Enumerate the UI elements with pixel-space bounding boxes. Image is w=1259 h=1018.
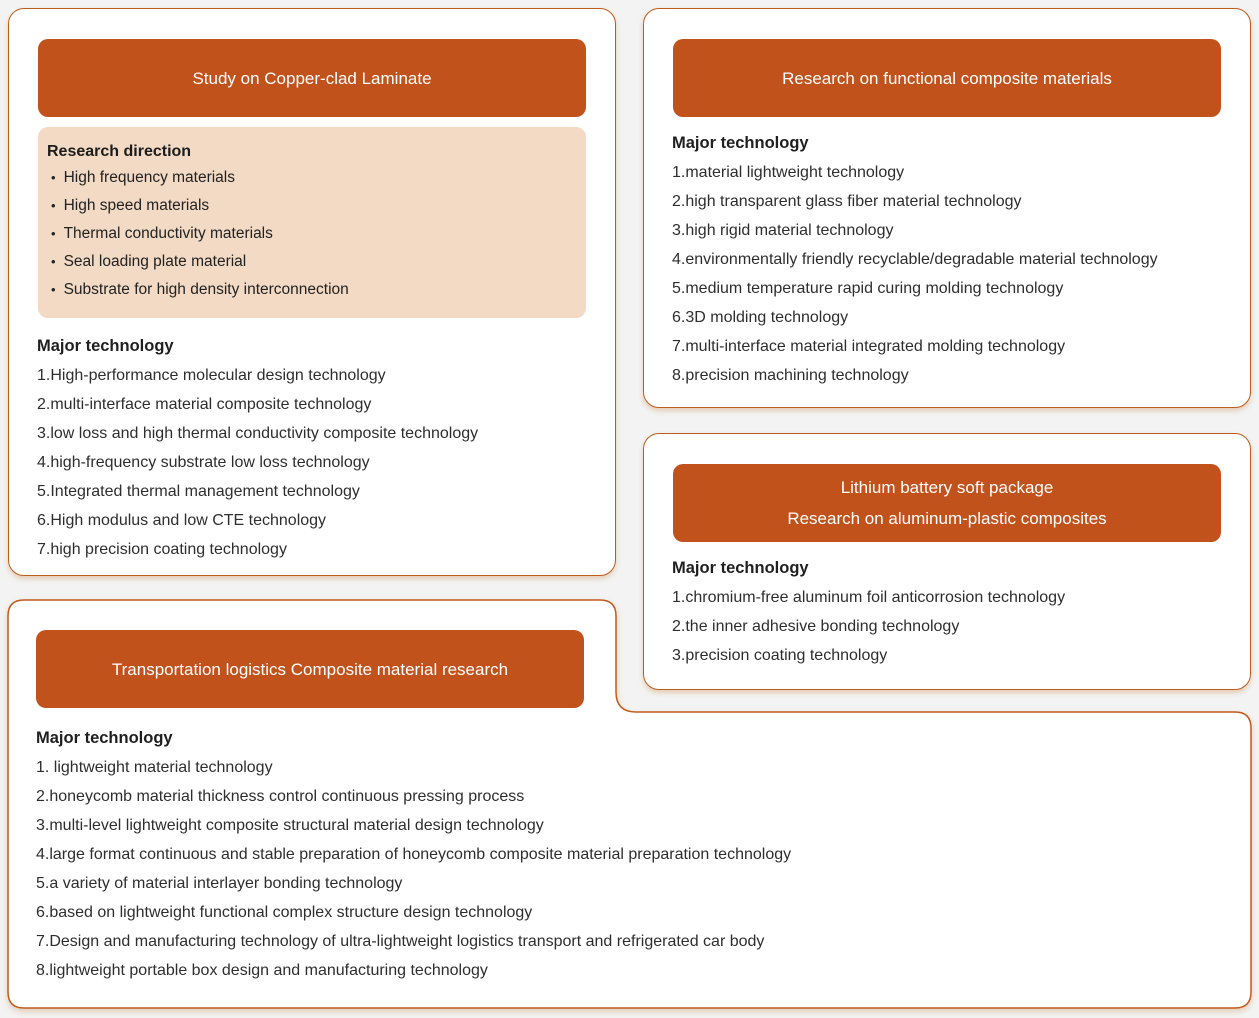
technology-item: 2.honeycomb material thickness control continuous pressing process — [36, 788, 525, 805]
major-technology-heading: Major technology — [672, 134, 809, 152]
panel-title-line1: Lithium battery soft package — [840, 478, 1054, 497]
technology-item: 2.high transparent glass fiber material technology — [672, 193, 1022, 210]
technology-item: 5.Integrated thermal management technology — [37, 483, 360, 500]
technology-item: 2.multi-interface material composite technology — [37, 396, 372, 413]
research-direction-item: • High frequency materials — [47, 164, 572, 192]
research-direction-item: • Thermal conductivity materials — [47, 220, 572, 248]
panel-title-line2: Research on aluminum-plastic composites — [787, 509, 1107, 528]
technology-item: 3.high rigid material technology — [672, 222, 894, 239]
panel-title: Transportation logistics Composite material research — [111, 659, 509, 679]
technology-item: 7.multi-interface material integrated molding technology — [672, 338, 1066, 355]
panel-title: Study on Copper-clad Laminate — [192, 68, 432, 88]
technology-item: 4.high-frequency substrate low loss technology — [37, 454, 370, 471]
panel-transportation — [8, 600, 1251, 1008]
research-direction-item: • High speed materials — [47, 192, 572, 220]
technology-item: 3.low loss and high thermal conductivity composite technology — [37, 425, 479, 442]
research-direction-heading: Research direction — [47, 143, 192, 160]
technology-item: 7.high precision coating technology — [37, 541, 287, 558]
technology-item: 3.multi-level lightweight composite structural material design technology — [36, 817, 544, 834]
major-technology-heading: Major technology — [37, 337, 174, 355]
technology-item: 7.Design and manufacturing technology of ultra-lightweight logistics transport and refrigerated car body — [36, 933, 765, 950]
technology-item: 4.large format continuous and stable preparation of honeycomb composite material preparation technology — [36, 846, 792, 863]
panel-header-transportation — [36, 630, 584, 708]
technology-item: 6.3D molding technology — [672, 309, 849, 326]
technology-item: 3.precision coating technology — [672, 647, 888, 664]
technology-item: 8.precision machining technology — [672, 367, 909, 384]
major-technology-heading: Major technology — [36, 729, 173, 747]
technology-item: 2.the inner adhesive bonding technology — [672, 618, 960, 635]
technology-item: 5.medium temperature rapid curing molding technology — [672, 280, 1064, 297]
technology-item: 1.High-performance molecular design technology — [37, 367, 386, 384]
panel-title: Research on functional composite materials — [782, 68, 1112, 88]
technology-item: 1. lightweight material technology — [36, 759, 273, 776]
major-technology-heading: Major technology — [672, 559, 809, 577]
technology-item: 1.material lightweight technology — [672, 164, 905, 181]
technology-item: 6.High modulus and low CTE technology — [37, 512, 327, 529]
major-technology-list — [36, 753, 1251, 985]
technology-item: 4.environmentally friendly recyclable/degradable material technology — [672, 251, 1158, 268]
technology-item: 6.based on lightweight functional complex structure design technology — [36, 904, 533, 921]
technology-item: 8.lightweight portable box design and manufacturing technology — [36, 962, 488, 979]
research-direction-item: • Seal loading plate material — [47, 248, 572, 276]
technology-item: 5.a variety of material interlayer bonding technology — [36, 875, 403, 892]
technology-item: 1.chromium-free aluminum foil anticorrosion technology — [672, 589, 1066, 606]
research-direction-item: • Substrate for high density interconnection — [47, 276, 572, 304]
